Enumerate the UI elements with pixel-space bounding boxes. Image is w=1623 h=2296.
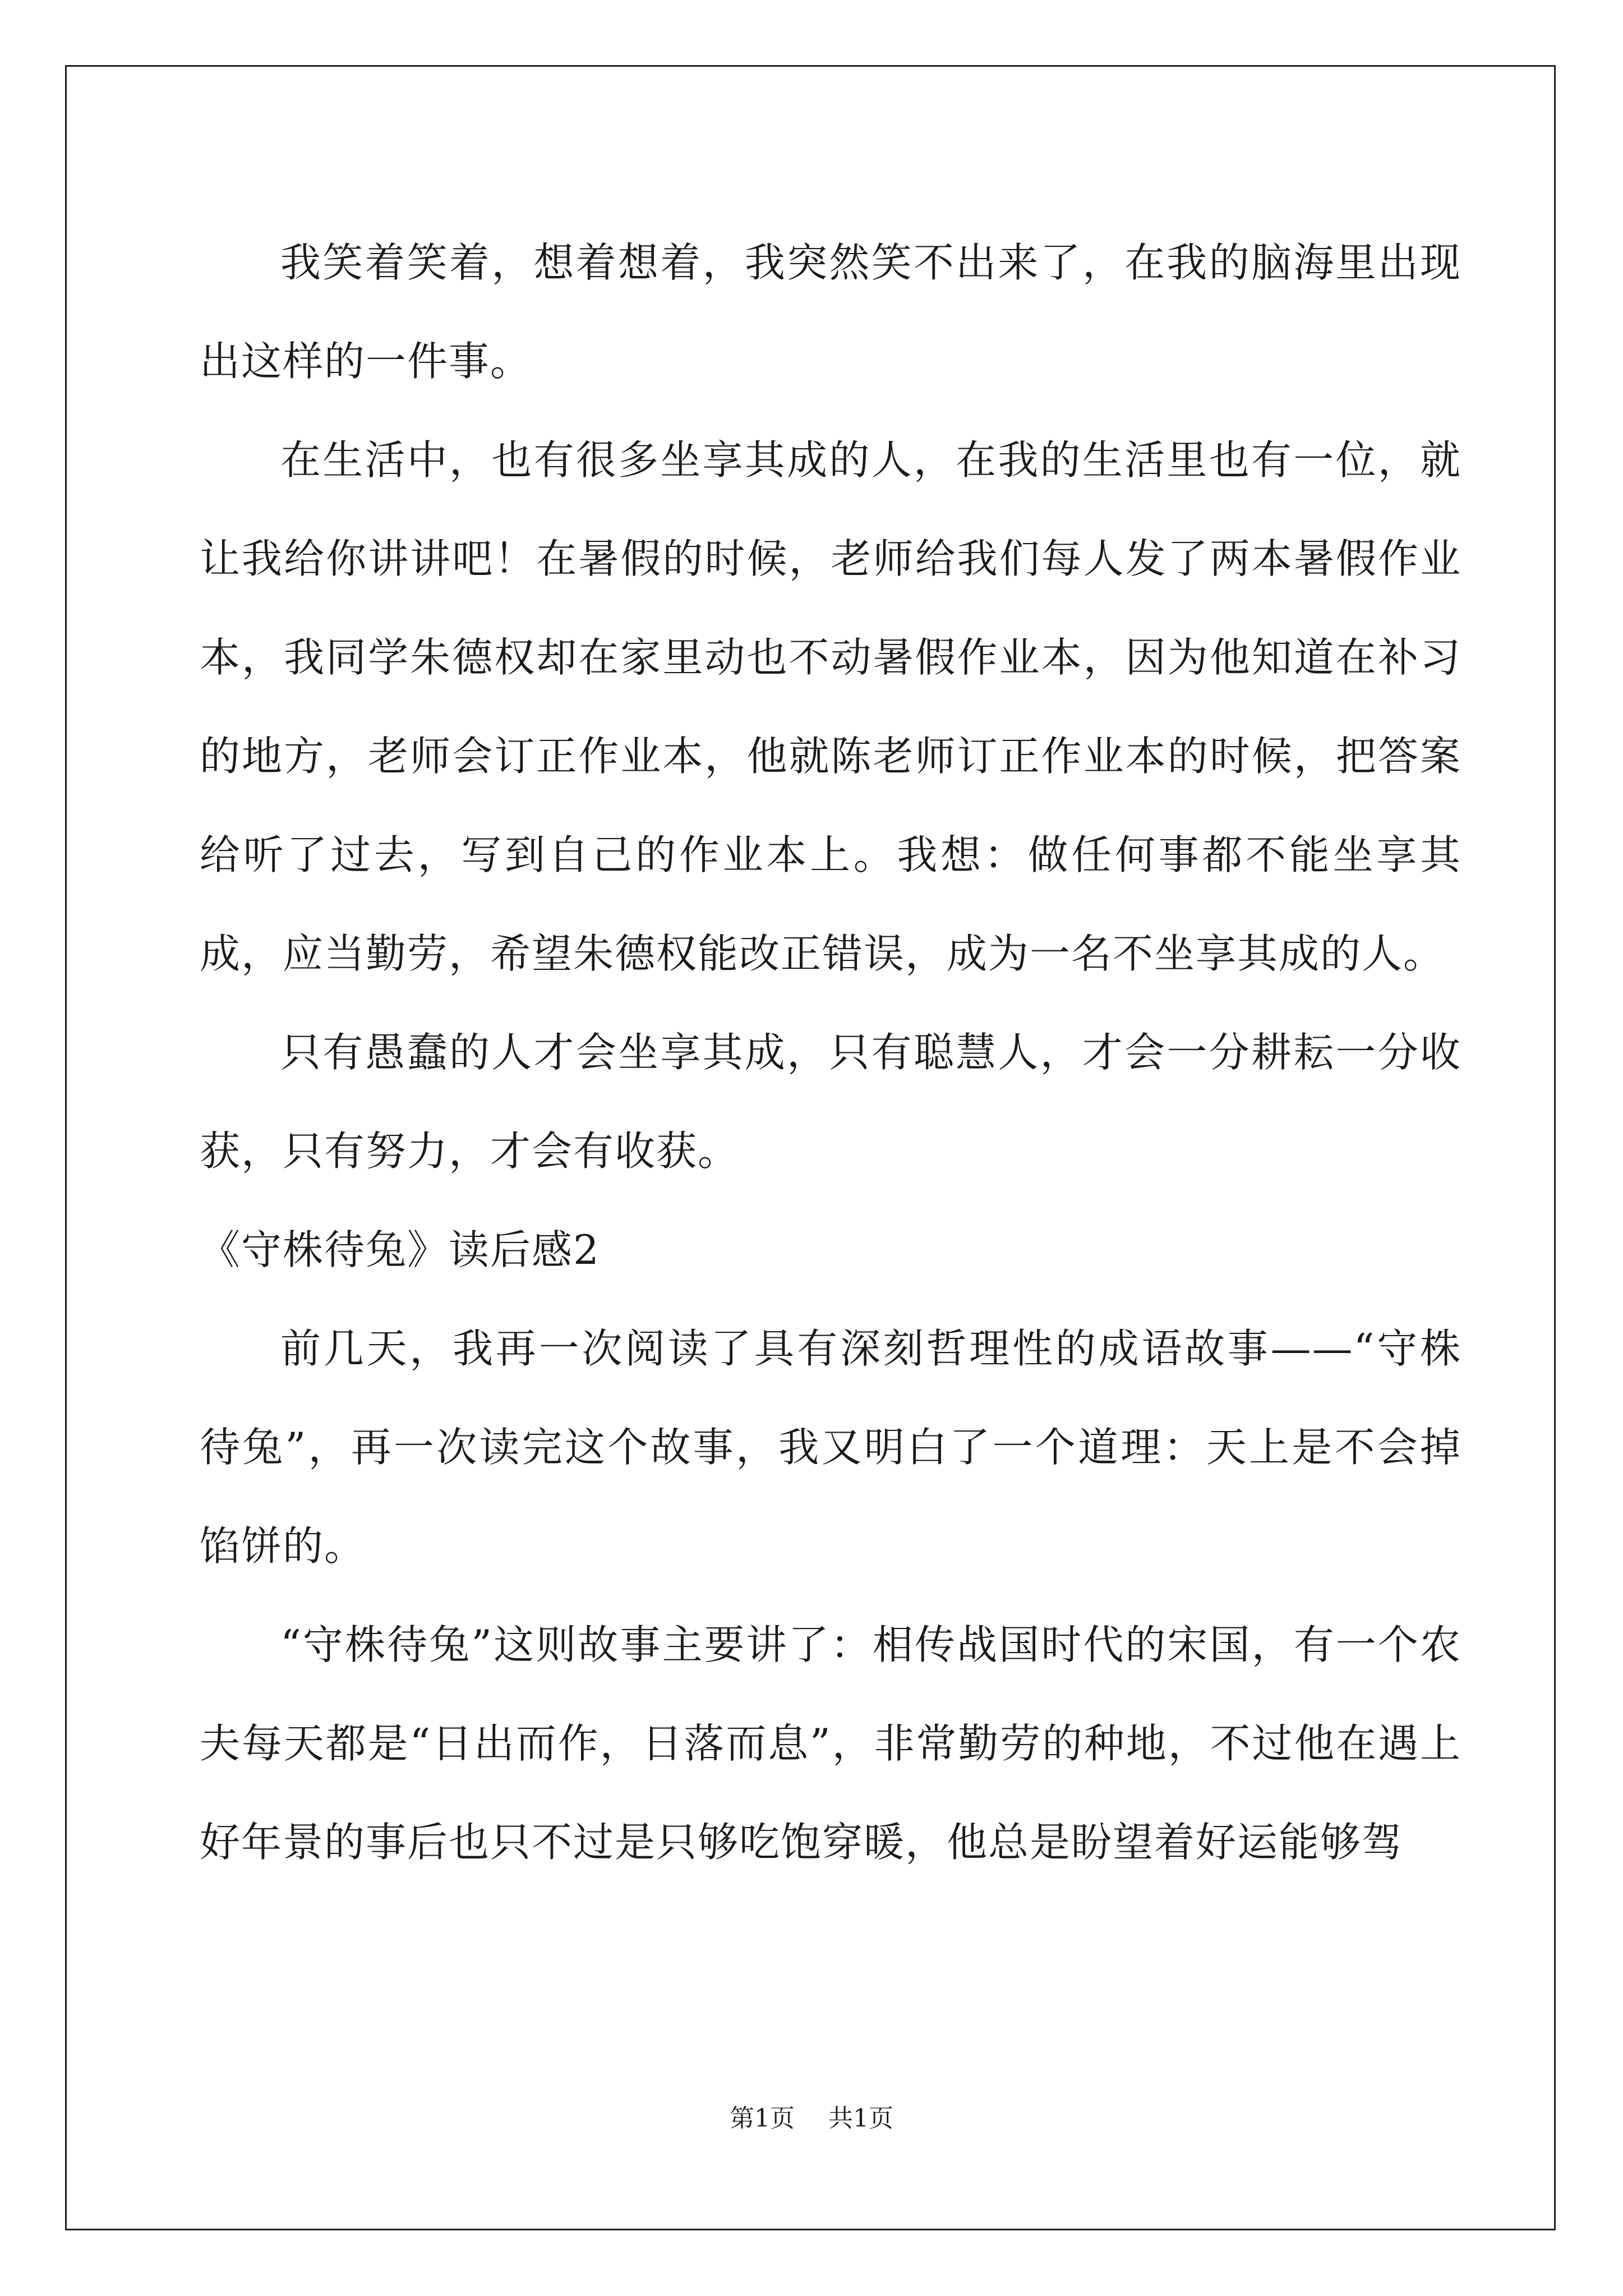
paragraph: 前几天，我再一次阅读了具有深刻哲理性的成语故事——“守株待兔”，再一次读完这个故事，我又明白了一个道理：天上是不会掉馅饼的。 [200, 1325, 1461, 1570]
paragraph: 只有愚蠢的人才会坐享其成，只有聪慧人，才会一分耕耘一分收获，只有努力，才会有收获。 [200, 1029, 1461, 1175]
section-heading: 《守株待兔》读后感2 [200, 1226, 600, 1273]
document-body [200, 213, 1461, 1892]
page-total: 共1页 [828, 2104, 893, 2133]
page-number: 第1页 [730, 2104, 795, 2133]
paragraph: “守株待兔”这则故事主要讲了：相传战国时代的宋国，有一个农夫每天都是“日出而作，日落而息”，非常勤劳的种地，不过他在遇上好年景的事后也只不过是只够吃饱穿暖，他总是盼望着好运能够驾 [200, 1621, 1461, 1866]
page-footer [0, 2098, 1623, 2134]
paragraph: 在生活中，也有很多坐享其成的人，在我的生活里也有一位，就让我给你讲讲吧！在暑假的时候，老师给我们每人发了两本暑假作业本，我同学朱德权却在家里动也不动暑假作业本，因为他知道在补习的地方，老师会订正作业本，他就陈老师订正作业本的时候，把答案给听了过去，写到自己的作业本上。我想：做任何事都不能坐享其成，应当勤劳，希望朱德权能改正错误，成为一名不坐享其成的人。 [200, 436, 1461, 977]
paragraph: 我笑着笑着，想着想着，我突然笑不出来了，在我的脑海里出现出这样的一件事。 [200, 239, 1461, 385]
